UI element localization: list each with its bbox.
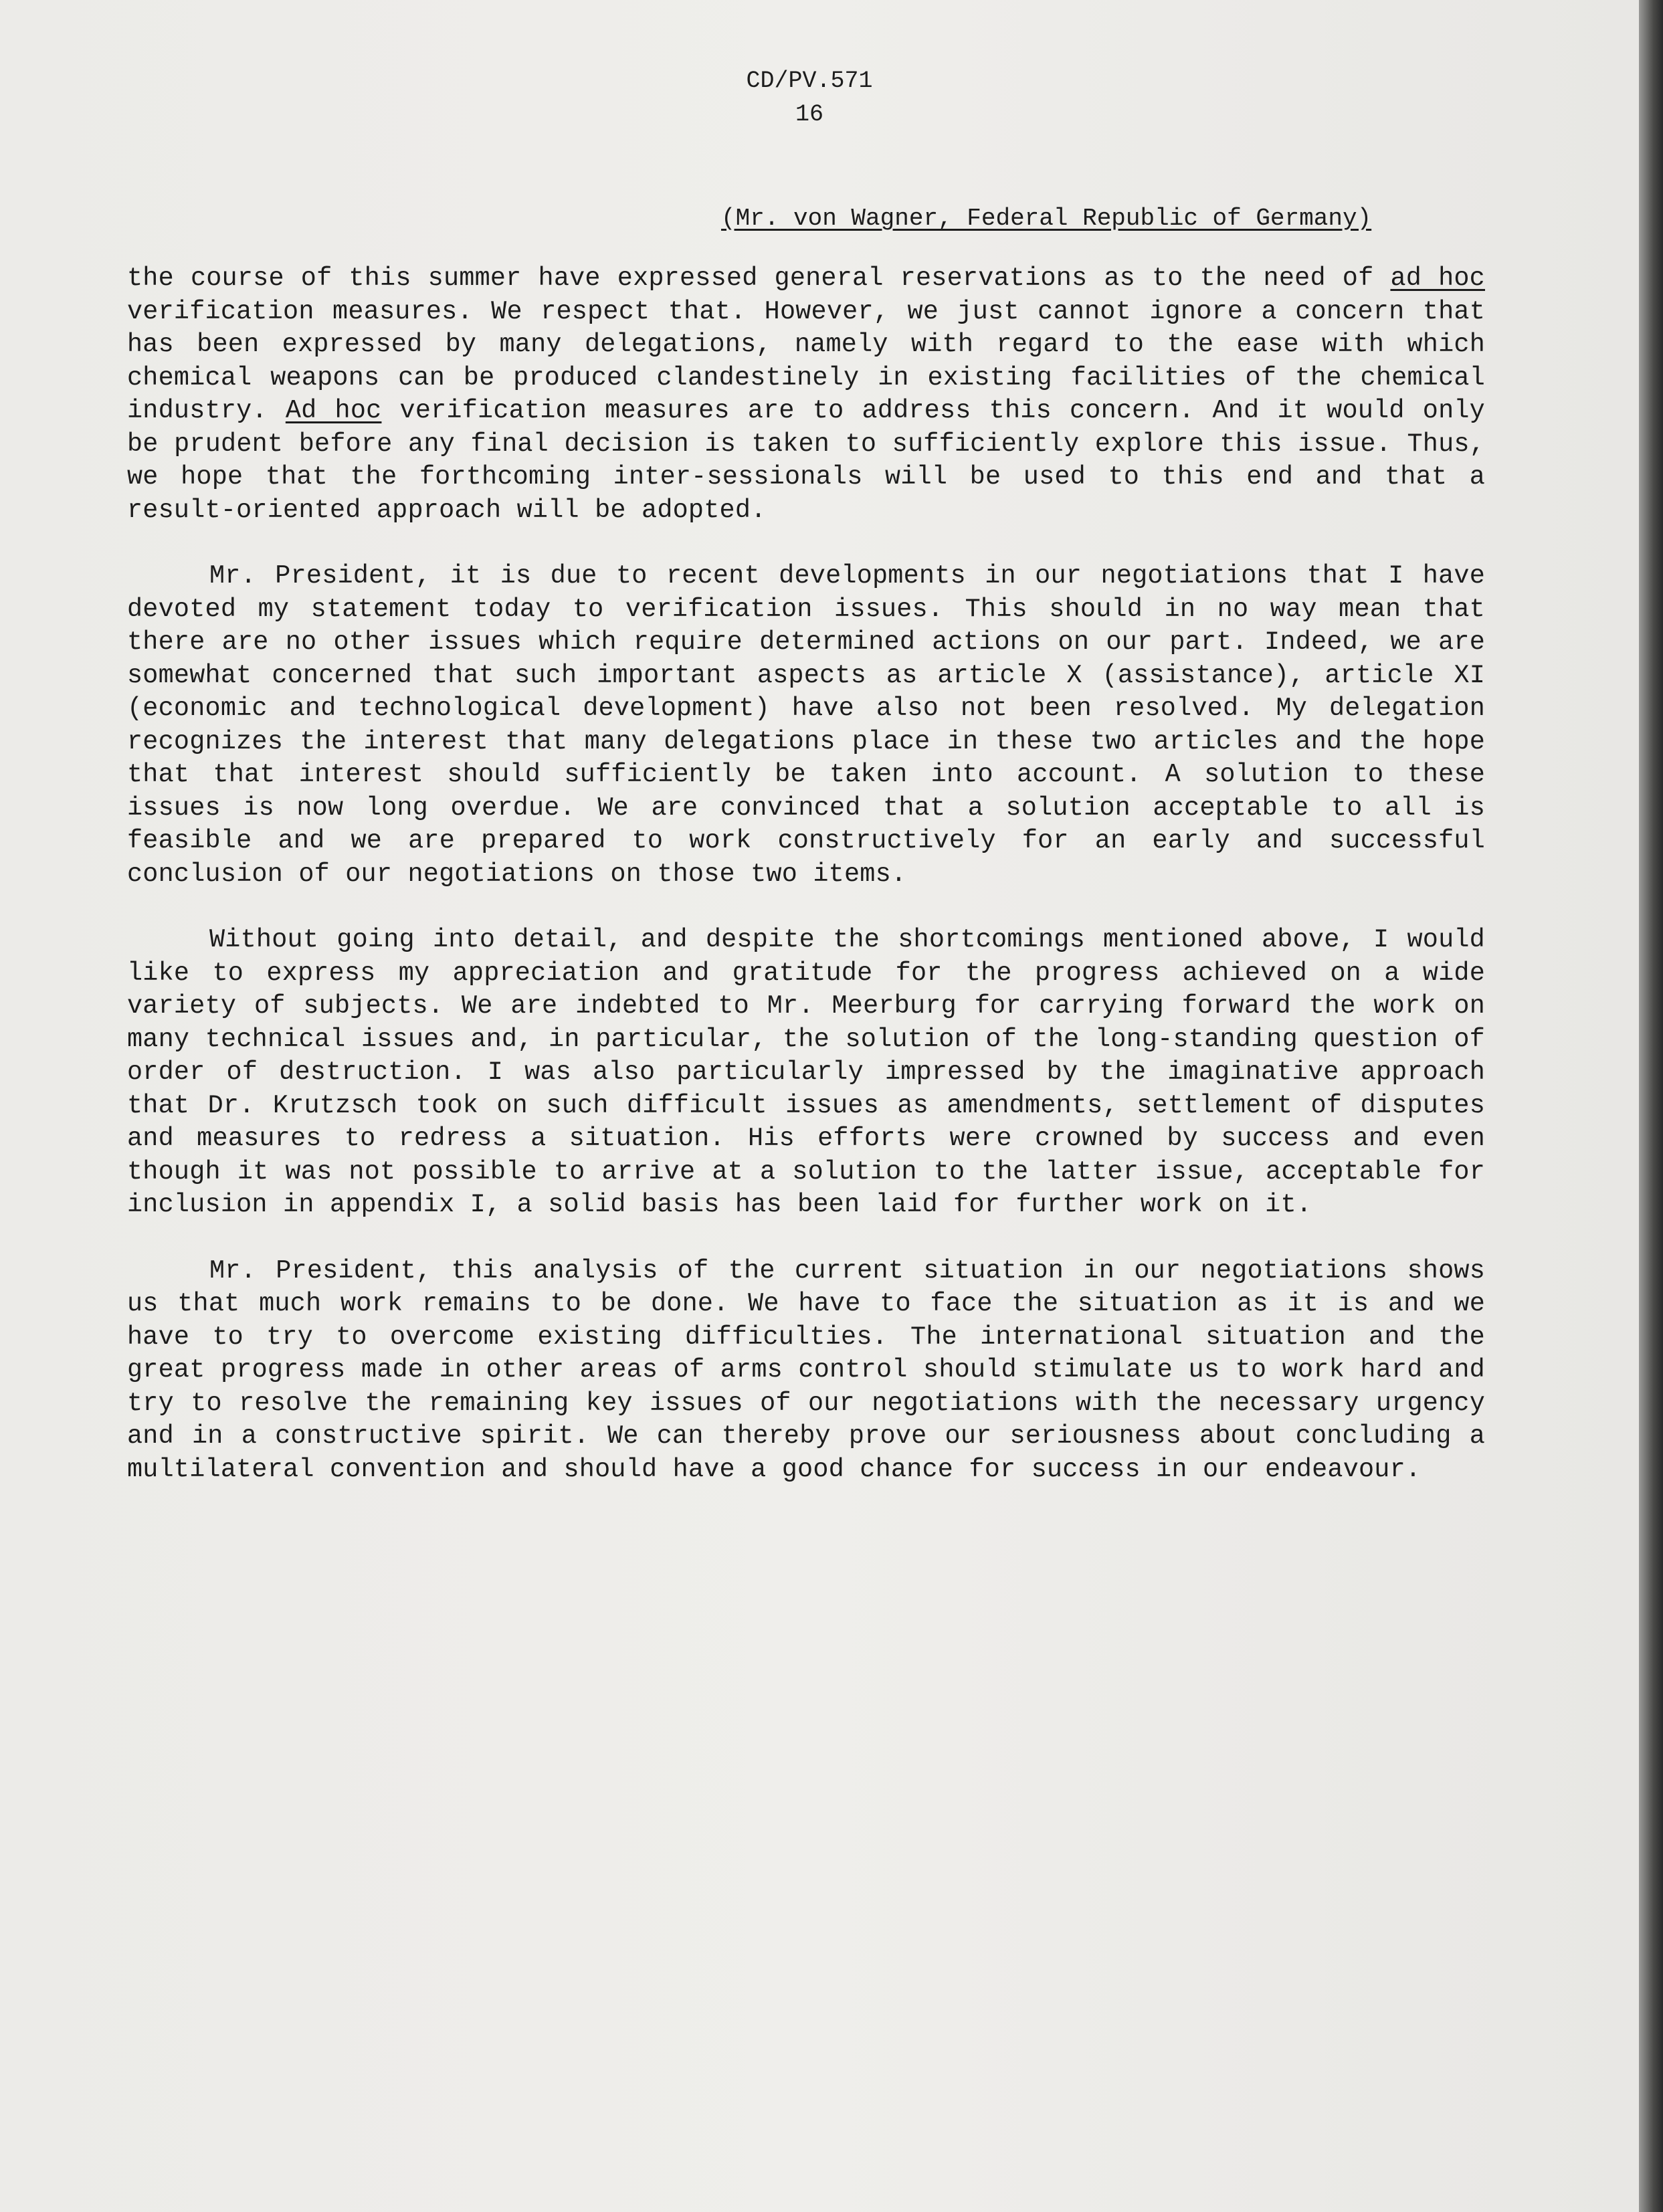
ad-hoc-term: Ad hoc [285, 396, 382, 425]
document-symbol: CD/PV.571 [746, 68, 873, 94]
page-edge-shadow [1639, 0, 1663, 2212]
paragraph-4: Mr. President, this analysis of the current situation in our negotiations shows us that much work remains to be done. We have to face the situation as it is and we have to try to overcome existing difficulties. The international situation and the great progress made in other areas of arms control should stimulate us to work hard and try to resolve the remaining key issues of our negotiations with the necessary urgency and in a constructive spirit. We can thereby prove our seriousness about concluding a multilateral convention and should have a good chance for success in our endeavour. [127, 1255, 1485, 1484]
paragraph-2: Mr. President, it is due to recent developments in our negotiations that I have devoted my statement today to verification issues. This should in no way mean that there are no other issues which require determined actions on our part. Indeed, we are somewhat concerned that such important aspects as article X (assistance), article XI (economic and technological development) have also not been resolved. My delegation recognizes the interest that many delegations place in these two articles and the hope that that interest should sufficiently be taken into account. A solution to these issues is now long overdue. We are convinced that a solution acceptable to all is feasible and we are prepared to work constructively for an early and successful conclusion of our negotiations on those two items. [127, 561, 1485, 889]
paragraph-3: Without going into detail, and despite the shortcomings mentioned above, I would like to express my appreciation and gratitude for the progress achieved on a wide variety of subjects. We are indebted to Mr. Meerburg for carrying forward the work on many technical issues and, in particular, the solution of the long-standing question of order of destruction. I was also particularly impressed by the imaginative approach that Dr. Krutzsch took on such difficult issues as amendments, settlement of disputes and measures to redress a situation. His efforts were crowned by success and even though it was not possible to arrive at a solution to the latter issue, acceptable for inclusion in appendix I, a solid basis has been laid for further work on it. [127, 925, 1485, 1219]
speaker-name: (Mr. von Wagner, Federal Republic of Germany) [721, 205, 1372, 232]
page-header [669, 64, 950, 131]
speaker-attribution [721, 205, 1371, 232]
ad-hoc-term: ad hoc [1390, 264, 1485, 293]
paragraph-1: the course of this summer have expressed general reservations as to the need of ad hoc verification measures. We respect that. However, we just cannot ignore a concern that has been expressed by many delegations, namely with regard to the ease with which chemical weapons can be produced clandestinely in existing facilities of the chemical industry. Ad hoc verification measures are to address this concern. And it would only be prudent before any final decision is taken to sufficiently explore this issue. Thus, we hope that the forthcoming inter-sessionals will be used to this end and that a result-oriented approach will be adopted. [127, 264, 1485, 525]
statement-body [127, 262, 1485, 1486]
page-number: 16 [795, 101, 823, 128]
